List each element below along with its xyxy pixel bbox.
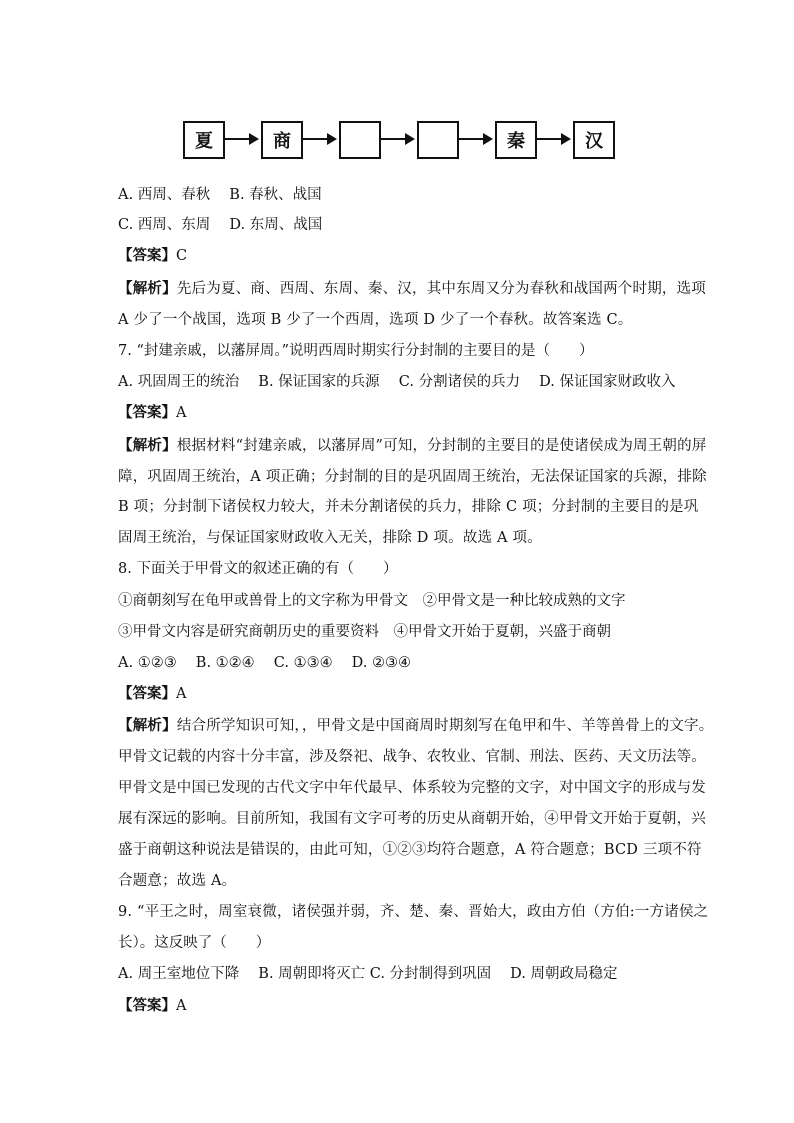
dynasty-box-han: 汉	[573, 121, 615, 159]
q7-analysis-line-2: 障，巩固周王统治，A 项正确；分封制的目的是巩固周王统治，无法保证国家的兵源，排除	[118, 469, 707, 485]
q8-analysis-line-4: 展有深远的影响。目前所知，我国有文字可考的历史从商朝开始，④甲骨文开始于夏朝，兴	[118, 811, 706, 827]
q8-items-line-2: ③甲骨文内容是研究商朝历史的重要资料 ④甲骨文开始于夏朝，兴盛于商朝	[118, 624, 611, 640]
q6-options-line-1: A. 西周、春秋 B. 春秋、战国	[118, 187, 322, 203]
arrow-icon	[303, 138, 335, 140]
q9-options: A. 周王室地位下降 B. 周朝即将灭亡 C. 分封制得到巩固 D. 周朝政局稳定	[118, 966, 618, 982]
q8-answer	[118, 684, 186, 704]
analysis-text: 先后为夏、商、西周、东周、秦、汉，其中东周又分为春秋和战国两个时期，选项	[176, 281, 707, 297]
q8-analysis-line-6: 合题意；故选 A。	[118, 873, 237, 889]
q8-items-line-1: ①商朝刻写在龟甲或兽骨上的文字称为甲骨文 ②甲骨文是一种比较成熟的文字	[118, 593, 626, 609]
q9-stem-line-1: 9. “平王之时，周室衰微，诸侯强并弱，齐、楚、秦、晋始大，政由方伯（方伯:一方诸侯之	[118, 904, 709, 920]
q7-stem: 7. “封建亲戚，以藩屏周。”说明西周时期实行分封制的主要目的是（ ）	[118, 343, 594, 359]
q6-analysis-line-2: A 少了一个战国，选项 B 少了一个西周，选项 D 少了一个春秋。故答案选 C。	[118, 312, 633, 328]
answer-value: A	[176, 998, 187, 1014]
dynasty-box-blank-1	[339, 121, 381, 159]
dynasty-box-qin: 秦	[495, 121, 537, 159]
answer-label: 【答案】	[118, 997, 176, 1014]
arrow-icon	[381, 138, 413, 140]
q6-options-line-2: C. 西周、东周 D. 东周、战国	[118, 217, 323, 233]
arrow-icon	[225, 138, 257, 140]
q8-stem: 8. 下面关于甲骨文的叙述正确的有（ ）	[118, 561, 398, 577]
answer-label: 【答案】	[118, 685, 176, 702]
analysis-label: 【解析】	[118, 717, 177, 734]
q9-answer	[118, 996, 186, 1016]
dynasty-box-xia: 夏	[183, 121, 225, 159]
analysis-label: 【解析】	[118, 437, 177, 454]
answer-value: A	[176, 405, 187, 421]
dynasty-box-shang: 商	[261, 121, 303, 159]
dynasty-box-blank-2	[417, 121, 459, 159]
answer-label: 【答案】	[118, 247, 176, 264]
q7-analysis-line-1	[118, 436, 707, 456]
q8-analysis-line-2: 甲骨文记载的内容十分丰富，涉及祭祀、战争、农牧业、官制、刑法、医药、天文历法等。	[118, 749, 706, 765]
q8-analysis-line-5: 盛于商朝这种说法是错误的，由此可知，①②③均符合题意，A 符合题意；BCD 三项不符	[118, 842, 702, 858]
analysis-label: 【解析】	[118, 280, 177, 297]
q8-analysis-line-1	[118, 716, 713, 736]
q7-options: A. 巩固周王的统治 B. 保证国家的兵源 C. 分割诸侯的兵力 D. 保证国家财政收入	[118, 374, 676, 390]
q6-answer	[118, 246, 187, 266]
dynasty-flow-diagram	[183, 121, 613, 159]
q8-analysis-line-3: 甲骨文是中国已发现的古代文字中年代最早、体系较为完整的文字，对中国文字的形成与发	[118, 780, 706, 796]
q9-stem-line-2: 长）。这反映了（ ）	[118, 935, 271, 951]
arrow-icon	[459, 138, 491, 140]
answer-value: A	[176, 686, 187, 702]
analysis-text: 结合所学知识可知，，甲骨文是中国商周时期刻写在龟甲和牛、羊等兽骨上的文字。	[176, 718, 714, 734]
arrow-icon	[537, 138, 569, 140]
answer-value: C	[176, 248, 188, 264]
analysis-text: 根据材料“封建亲戚，以藩屏周”可知，分封制的主要目的是使诸侯成为周王朝的屏	[176, 438, 707, 454]
q7-answer	[118, 403, 186, 423]
q7-analysis-line-3: B 项；分封制下诸侯权力较大，并未分割诸侯的兵力，排除 C 项；分封制的主要目的是巩	[118, 499, 699, 515]
q8-options: A. ①②③ B. ①②④ C. ①③④ D. ②③④	[118, 655, 412, 671]
q6-analysis-line-1	[118, 279, 706, 299]
answer-label: 【答案】	[118, 404, 176, 421]
q7-analysis-line-4: 固周王统治，与保证国家财政收入无关，排除 D 项。故选 A 项。	[118, 530, 542, 546]
